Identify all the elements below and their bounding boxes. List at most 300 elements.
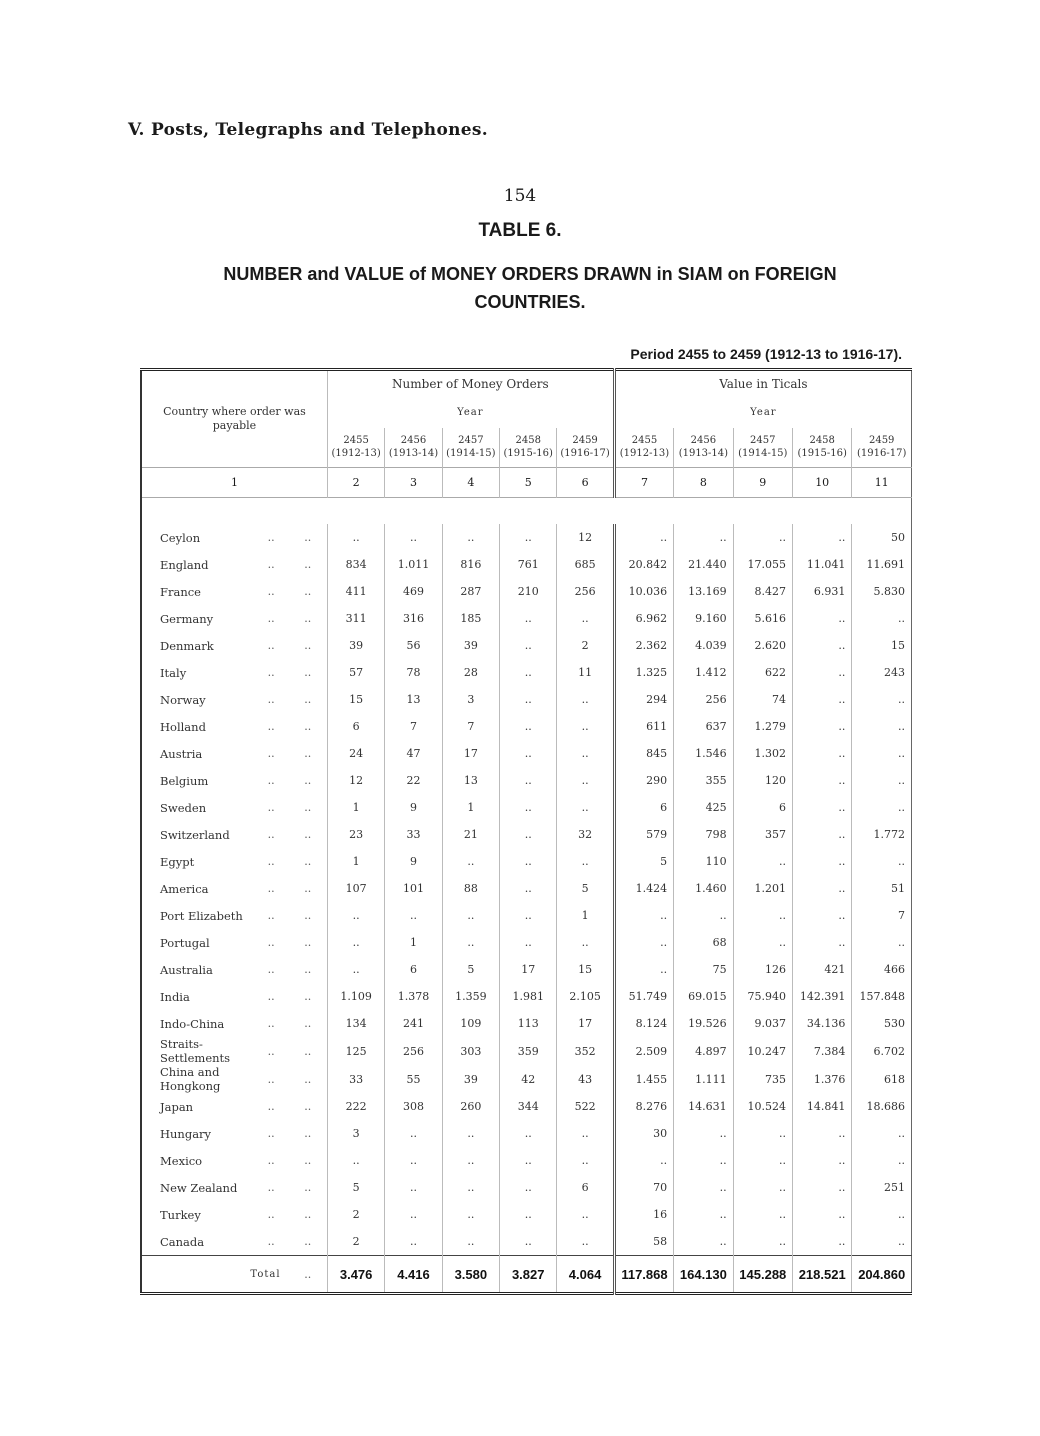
value-cell: 1.455: [614, 1065, 673, 1093]
country-name: America: [160, 881, 209, 896]
country-name: Norway: [160, 692, 206, 707]
count-cell: ..: [327, 929, 384, 956]
count-cell: ..: [500, 1147, 557, 1174]
column-number: 9: [733, 468, 792, 498]
value-cell: ..: [792, 1201, 851, 1228]
table-row: [141, 1065, 912, 1093]
count-cell: ..: [500, 1201, 557, 1228]
count-cell: 17: [557, 1010, 614, 1037]
value-cell: ..: [733, 1147, 792, 1174]
count-cell: ..: [385, 1147, 442, 1174]
count-cell: ..: [500, 713, 557, 740]
year-period-header: [500, 428, 557, 468]
count-cell: ..: [557, 686, 614, 713]
value-cell: ..: [792, 1147, 851, 1174]
year-be: 2459: [572, 435, 598, 447]
value-year-header: Year: [614, 398, 911, 428]
table-body: [141, 498, 912, 1256]
leader-dots: ..: [267, 882, 275, 895]
country-name: Denmark: [160, 638, 214, 653]
count-cell: ..: [557, 1147, 614, 1174]
value-cell: 425: [674, 794, 733, 821]
leader-dots: ..: [267, 612, 275, 625]
value-cell: ..: [792, 1174, 851, 1201]
year-be: 2458: [809, 435, 835, 447]
country-name: Hungary: [160, 1126, 212, 1141]
page-number: 154: [503, 186, 537, 206]
year-period-header: [674, 428, 733, 468]
count-cell: ..: [500, 902, 557, 929]
value-cell: 5: [614, 848, 673, 875]
leader-dots: ..: [267, 1127, 275, 1140]
count-cell: ..: [442, 929, 499, 956]
table-row: [141, 983, 912, 1010]
leader-dots: ..: [267, 936, 275, 949]
value-cell: ..: [852, 740, 912, 767]
count-cell: 9: [385, 794, 442, 821]
value-group-header: Value in Ticals: [614, 370, 911, 398]
count-cell: 113: [500, 1010, 557, 1037]
value-cell: 466: [852, 956, 912, 983]
count-cell: 15: [557, 956, 614, 983]
leader-dots: ..: [304, 963, 312, 976]
leader-dots: ..: [267, 1208, 275, 1221]
count-cell: ..: [385, 1120, 442, 1147]
count-cell: 11: [557, 659, 614, 686]
table-row: [141, 902, 912, 929]
value-cell: 1.279: [733, 713, 792, 740]
year-ce: (1912-13): [619, 448, 670, 460]
total-count: 3.476: [327, 1256, 384, 1294]
value-cell: ..: [852, 794, 912, 821]
year-be: 2457: [750, 435, 776, 447]
leader-dots: ..: [304, 1127, 312, 1140]
count-cell: 55: [385, 1065, 442, 1093]
value-cell: ..: [792, 632, 851, 659]
count-cell: 28: [442, 659, 499, 686]
count-cell: 47: [385, 740, 442, 767]
leader-dots: ..: [267, 720, 275, 733]
value-cell: 8.276: [614, 1093, 673, 1120]
column-number: 4: [442, 468, 499, 498]
value-cell: 243: [852, 659, 912, 686]
count-cell: 33: [327, 1065, 384, 1093]
year-ce: (1913-14): [388, 448, 439, 460]
table-row: [141, 1228, 912, 1256]
leader-dots: ..: [267, 909, 275, 922]
count-cell: 57: [327, 659, 384, 686]
value-cell: 7.384: [792, 1037, 851, 1065]
column-number: 5: [500, 468, 557, 498]
count-cell: 7: [385, 713, 442, 740]
value-cell: 1.201: [733, 875, 792, 902]
count-cell: 5: [442, 956, 499, 983]
count-cell: 6: [327, 713, 384, 740]
country-name: Port Elizabeth: [160, 908, 243, 923]
count-cell: 13: [385, 686, 442, 713]
value-cell: 8.427: [733, 578, 792, 605]
country-name: Indo-China: [160, 1016, 225, 1031]
table-row: [141, 713, 912, 740]
value-cell: 1.424: [614, 875, 673, 902]
leader-dots: ..: [304, 801, 312, 814]
count-cell: 816: [442, 551, 499, 578]
table-row: [141, 1120, 912, 1147]
value-cell: 2.509: [614, 1037, 673, 1065]
table-row: [141, 875, 912, 902]
count-cell: 303: [442, 1037, 499, 1065]
country-name: Straits-Settlements: [160, 1037, 231, 1065]
leader-dots: ..: [304, 558, 312, 571]
count-cell: ..: [500, 929, 557, 956]
table-row: [141, 659, 912, 686]
section-title: V. Posts, Telegraphs and Telephones.: [128, 120, 488, 140]
count-cell: 1.981: [500, 983, 557, 1010]
leader-dots: ..: [267, 1017, 275, 1030]
value-cell: 9.160: [674, 605, 733, 632]
value-cell: 6.931: [792, 578, 851, 605]
table-row: [141, 632, 912, 659]
value-cell: 294: [614, 686, 673, 713]
country-name: Mexico: [160, 1153, 203, 1168]
count-cell: 359: [500, 1037, 557, 1065]
value-cell: 1.376: [792, 1065, 851, 1093]
count-cell: ..: [500, 848, 557, 875]
leader-dots: ..: [267, 1072, 275, 1086]
count-cell: ..: [327, 956, 384, 983]
count-cell: 522: [557, 1093, 614, 1120]
value-cell: 1.325: [614, 659, 673, 686]
value-cell: ..: [614, 1147, 673, 1174]
count-cell: 1.109: [327, 983, 384, 1010]
value-cell: 530: [852, 1010, 912, 1037]
count-cell: 39: [442, 1065, 499, 1093]
leader-dots: ..: [267, 990, 275, 1003]
leader-dots: ..: [267, 693, 275, 706]
value-cell: 19.526: [674, 1010, 733, 1037]
count-cell: 316: [385, 605, 442, 632]
leader-dots: ..: [304, 909, 312, 922]
value-cell: 10.524: [733, 1093, 792, 1120]
leader-dots: ..: [304, 936, 312, 949]
year-period-header: [385, 428, 442, 468]
table-row: [141, 1147, 912, 1174]
total-count: 4.416: [385, 1256, 442, 1294]
value-cell: 4.897: [674, 1037, 733, 1065]
count-cell: ..: [500, 1120, 557, 1147]
country-name: New Zealand: [160, 1180, 238, 1195]
value-cell: ..: [852, 713, 912, 740]
leader-dots: ..: [304, 531, 312, 544]
count-cell: ..: [557, 713, 614, 740]
count-cell: 210: [500, 578, 557, 605]
year-ce: (1916-17): [857, 448, 907, 460]
count-cell: 2: [557, 632, 614, 659]
count-cell: ..: [442, 848, 499, 875]
value-cell: 9.037: [733, 1010, 792, 1037]
country-name: Austria: [160, 746, 203, 761]
year-be: 2456: [400, 435, 427, 447]
leader-dots: ..: [267, 666, 275, 679]
count-cell: ..: [385, 524, 442, 551]
value-cell: 51: [852, 875, 912, 902]
value-cell: ..: [674, 1228, 733, 1256]
value-cell: ..: [792, 767, 851, 794]
count-cell: ..: [500, 632, 557, 659]
table-row: [141, 524, 912, 551]
year-period-header: [733, 428, 792, 468]
country-name: Italy: [160, 665, 187, 680]
country-name: England: [160, 557, 209, 572]
value-cell: ..: [792, 794, 851, 821]
value-cell: 1.460: [674, 875, 733, 902]
value-cell: 5.616: [733, 605, 792, 632]
column-number: 10: [792, 468, 851, 498]
count-cell: ..: [442, 1120, 499, 1147]
count-cell: 2: [327, 1201, 384, 1228]
count-cell: 1: [327, 794, 384, 821]
country-name: Turkey: [160, 1207, 201, 1222]
count-cell: 13: [442, 767, 499, 794]
year-ce: (1913-14): [678, 448, 729, 460]
value-cell: 75.940: [733, 983, 792, 1010]
value-cell: 6: [733, 794, 792, 821]
value-cell: 735: [733, 1065, 792, 1093]
count-cell: 39: [442, 632, 499, 659]
leader-dots: ..: [267, 585, 275, 598]
table-row: [141, 605, 912, 632]
count-cell: 1: [327, 848, 384, 875]
leader-dots: ..: [267, 1235, 275, 1248]
value-cell: 14.841: [792, 1093, 851, 1120]
count-cell: 241: [385, 1010, 442, 1037]
value-cell: 142.391: [792, 983, 851, 1010]
count-cell: 107: [327, 875, 384, 902]
value-cell: 110: [674, 848, 733, 875]
count-cell: 185: [442, 605, 499, 632]
country-column-header: Country where order was payable: [163, 405, 306, 432]
count-cell: ..: [385, 902, 442, 929]
value-cell: 10.247: [733, 1037, 792, 1065]
count-cell: 109: [442, 1010, 499, 1037]
total-row: [141, 1256, 912, 1294]
total-count: 3.827: [500, 1256, 557, 1294]
leader-dots: ..: [304, 882, 312, 895]
value-cell: ..: [792, 875, 851, 902]
count-cell: 12: [557, 524, 614, 551]
count-cell: ..: [442, 1174, 499, 1201]
value-cell: 251: [852, 1174, 912, 1201]
value-cell: ..: [733, 902, 792, 929]
country-name: Germany: [160, 611, 214, 626]
table-row: [141, 1010, 912, 1037]
count-cell: ..: [557, 1201, 614, 1228]
count-cell: ..: [442, 1147, 499, 1174]
total-value: 164.130: [674, 1256, 733, 1294]
count-cell: 42: [500, 1065, 557, 1093]
count-cell: 6: [385, 956, 442, 983]
count-cell: 1: [557, 902, 614, 929]
table-row: [141, 956, 912, 983]
year-be: 2457: [458, 435, 484, 447]
total-value: 145.288: [733, 1256, 792, 1294]
value-cell: 1.412: [674, 659, 733, 686]
value-cell: ..: [733, 1120, 792, 1147]
value-cell: ..: [852, 767, 912, 794]
count-cell: 101: [385, 875, 442, 902]
count-cell: 39: [327, 632, 384, 659]
count-cell: 2: [327, 1228, 384, 1256]
count-cell: ..: [500, 794, 557, 821]
count-cell: ..: [557, 1120, 614, 1147]
count-cell: ..: [442, 1228, 499, 1256]
table-caption: NUMBER and VALUE of MONEY ORDERS DRAWN in SIAM on FOREIGN COUNTRIES.: [223, 264, 837, 312]
value-cell: 355: [674, 767, 733, 794]
value-cell: ..: [614, 929, 673, 956]
value-cell: 120: [733, 767, 792, 794]
count-cell: ..: [557, 740, 614, 767]
count-cell: 311: [327, 605, 384, 632]
country-name: Japan: [160, 1099, 194, 1114]
value-cell: ..: [852, 1228, 912, 1256]
count-cell: 9: [385, 848, 442, 875]
count-cell: ..: [327, 524, 384, 551]
leader-dots: ..: [267, 1154, 275, 1167]
count-cell: 17: [500, 956, 557, 983]
count-cell: 125: [327, 1037, 384, 1065]
value-cell: 20.842: [614, 551, 673, 578]
total-value: 218.521: [792, 1256, 851, 1294]
value-cell: 51.749: [614, 983, 673, 1010]
value-cell: 17.055: [733, 551, 792, 578]
value-cell: 50: [852, 524, 912, 551]
total-value: 117.868: [614, 1256, 673, 1294]
count-cell: ..: [500, 524, 557, 551]
value-cell: 14.631: [674, 1093, 733, 1120]
value-cell: 13.169: [674, 578, 733, 605]
value-cell: ..: [792, 929, 851, 956]
table-row: [141, 1037, 912, 1065]
leader-dots: ..: [267, 1100, 275, 1113]
value-cell: 18.686: [852, 1093, 912, 1120]
value-cell: 58: [614, 1228, 673, 1256]
value-cell: ..: [733, 848, 792, 875]
value-cell: 69.015: [674, 983, 733, 1010]
value-cell: ..: [792, 686, 851, 713]
value-cell: 7: [852, 902, 912, 929]
value-cell: ..: [733, 929, 792, 956]
count-cell: ..: [385, 1228, 442, 1256]
value-cell: 5.830: [852, 578, 912, 605]
table-row: [141, 794, 912, 821]
year-period-header: [327, 428, 384, 468]
count-cell: 1: [442, 794, 499, 821]
count-cell: ..: [557, 1228, 614, 1256]
count-cell: ..: [500, 1228, 557, 1256]
value-cell: 622: [733, 659, 792, 686]
country-name: Switzerland: [160, 827, 230, 842]
value-cell: ..: [792, 740, 851, 767]
year-be: 2458: [515, 435, 541, 447]
year-be: 2456: [690, 435, 717, 447]
leader-dots: ..: [304, 1100, 312, 1113]
value-cell: 21.440: [674, 551, 733, 578]
count-cell: 24: [327, 740, 384, 767]
leader-dots: ..: [304, 855, 312, 868]
leader-dots: ..: [304, 1181, 312, 1194]
value-cell: ..: [674, 902, 733, 929]
count-cell: ..: [385, 1174, 442, 1201]
value-cell: ..: [792, 902, 851, 929]
column-number: 11: [852, 468, 912, 498]
value-cell: 798: [674, 821, 733, 848]
table-title: TABLE 6.: [478, 220, 562, 241]
count-cell: 352: [557, 1037, 614, 1065]
year-ce: (1916-17): [560, 448, 610, 460]
count-cell: ..: [327, 902, 384, 929]
count-cell: 3: [442, 686, 499, 713]
count-cell: 411: [327, 578, 384, 605]
year-be: 2455: [343, 435, 369, 447]
total-count: 4.064: [557, 1256, 614, 1294]
column-number: 1: [230, 476, 238, 489]
value-cell: ..: [733, 524, 792, 551]
value-cell: 256: [674, 686, 733, 713]
value-cell: ..: [674, 1120, 733, 1147]
value-cell: ..: [733, 1228, 792, 1256]
count-cell: 308: [385, 1093, 442, 1120]
value-cell: 1.546: [674, 740, 733, 767]
year-be: 2459: [868, 435, 895, 447]
table-row: [141, 848, 912, 875]
money-orders-table: [140, 368, 912, 1295]
country-name: India: [160, 989, 190, 1004]
value-cell: ..: [674, 1147, 733, 1174]
total-value: 204.860: [852, 1256, 912, 1294]
count-cell: 287: [442, 578, 499, 605]
table-row: [141, 821, 912, 848]
count-cell: ..: [500, 875, 557, 902]
count-cell: ..: [442, 902, 499, 929]
count-cell: 834: [327, 551, 384, 578]
leader-dots: ..: [304, 693, 312, 706]
leader-dots: ..: [304, 828, 312, 841]
count-cell: ..: [500, 1174, 557, 1201]
table-row: [141, 929, 912, 956]
value-cell: 618: [852, 1065, 912, 1093]
year-period-header: [557, 428, 614, 468]
value-cell: 1.111: [674, 1065, 733, 1093]
value-cell: 1.302: [733, 740, 792, 767]
count-cell: 134: [327, 1010, 384, 1037]
leader-dots: ..: [267, 801, 275, 814]
value-cell: ..: [792, 524, 851, 551]
count-cell: 15: [327, 686, 384, 713]
leader-dots: ..: [304, 774, 312, 787]
country-name: Ceylon: [160, 530, 201, 545]
leader-dots: ..: [304, 1017, 312, 1030]
count-cell: 33: [385, 821, 442, 848]
leader-dots: ..: [304, 585, 312, 598]
year-period-header: [792, 428, 851, 468]
year-ce: (1915-16): [503, 448, 553, 460]
count-cell: 32: [557, 821, 614, 848]
value-cell: ..: [852, 1147, 912, 1174]
year-ce: (1914-15): [446, 448, 496, 460]
country-name: Holland: [160, 719, 206, 734]
value-cell: ..: [852, 605, 912, 632]
value-cell: ..: [733, 1174, 792, 1201]
